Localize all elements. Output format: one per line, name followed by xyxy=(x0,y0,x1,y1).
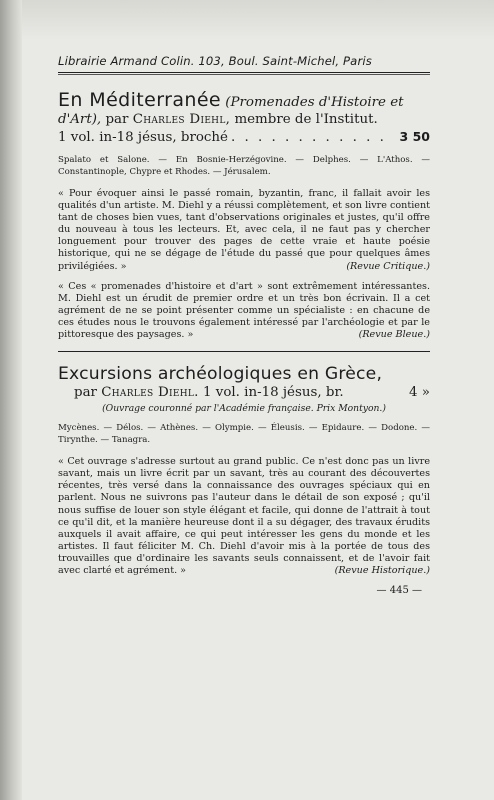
book2-price: 4 » xyxy=(409,385,430,401)
book1-review-2-source: (Revue Bleue.) xyxy=(358,329,430,341)
book1-heading xyxy=(58,89,430,128)
book2-format: 1 vol. in-18 jésus, br. xyxy=(202,385,344,401)
book1-review-2 xyxy=(58,281,430,341)
page-number: — 445 — xyxy=(376,585,422,597)
section-divider xyxy=(58,351,430,352)
scan-shadow-top xyxy=(0,0,494,40)
book2-award: (Ouvrage couronné par l'Académie française. Prix Montyon.) xyxy=(102,403,386,415)
book-entry-excursions xyxy=(58,364,430,577)
book1-leader-dots: . . . . . . . . . . . . xyxy=(230,130,387,145)
book1-review-1-source: (Revue Critique.) xyxy=(346,260,430,272)
book1-format: 1 vol. in-18 jésus, broché xyxy=(58,130,228,145)
book1-review-1 xyxy=(58,188,430,273)
book1-author-suffix: membre de l'Institut. xyxy=(234,112,378,127)
book2-review xyxy=(58,456,430,577)
book2-author-line xyxy=(58,384,430,401)
book1-author-prefix: par xyxy=(105,112,129,127)
scan-binding-edge xyxy=(0,0,22,800)
book1-author: Charles Diehl, xyxy=(132,112,231,127)
book2-review-text: « Cet ouvrage s'adresse surtout au grand public. Ce n'est donc pas un livre savant, mais un livre écrit par un savant, très au courant des découvertes récentes, très versé dans la connaissance des ouvrages spéciaux qui en parlent. Nous ne suivrons pas l'auteur dans le détail de son exposé ; qu'il nous suffise de louer son style élégant et facile, qui donne de l'attrait à tout ce qu'il dit, et la manière heureuse dont il a su dégager, des travaux érudits auxquels il avait affaire, ce qui peut intéresser les gens du monde et les artistes. Il faut féliciter M. Ch. Diehl d'avoir mis à la portée de tous des trouvailles que d'ordinaire les savants seuls connaissent, et de l'avoir fait avec clarté et agrément. » xyxy=(58,456,430,576)
book-entry-en-mediterranee xyxy=(58,89,430,341)
book1-format-price xyxy=(58,128,430,146)
book2-author-format xyxy=(74,384,344,401)
book1-title: En Méditerranée xyxy=(58,89,222,111)
book2-review-source: (Revue Historique.) xyxy=(334,564,430,576)
book2-author-prefix: par xyxy=(74,385,97,401)
publisher-header: Librairie Armand Colin. 103, Boul. Saint-Michel, Paris xyxy=(58,54,372,68)
book1-subtitle: (Promenades d'Histoire et d'Art), xyxy=(58,95,404,127)
book1-contents: Spalato et Salone. — En Bosnie-Herzégovine. — Delphes. — L'Athos. — Constantinople, Chypre et Rhodes. — Jérusalem. xyxy=(58,155,430,177)
book1-price: 3 50 xyxy=(399,129,430,144)
book1-review-2-text: « Ces « promenades d'histoire et d'art » sont extrêmement intéressantes. M. Diehl est un érudit de premier ordre et un très bon écrivain. Il a cet agrément de ne se point présenter comme un spécialiste : en chacune de ces études nous le trouvons également intéressé par l'archéologie et par le pittoresque des paysages. » xyxy=(58,280,430,341)
book2-author: Charles Diehl. xyxy=(101,385,199,401)
book2-contents: Mycènes. — Délos. — Athènes. — Olympie. — Éleusis. — Epidaure. — Dodone. — Tirynthe. — Tanagra. xyxy=(58,423,430,446)
catalog-page xyxy=(58,54,430,596)
book1-review-1-text: « Pour évoquer ainsi le passé romain, byzantin, franc, il fallait avoir les qualités d'un artiste. M. Diehl y a réussi complètement, et son livre contient tant de choses bien vues, tant d'observations originales et justes, qu'il offre du nouveau à tous les lecteurs. Et, avec cela, il ne faut pas y chercher longuement pour trouver des pages de cette vraie et haute poésie historique, qui ne se dégage de l'étude du passé que pour quelques âmes privilégiées. » xyxy=(58,188,430,272)
header-rule xyxy=(58,72,430,75)
book2-title: Excursions archéologiques en Grèce, xyxy=(58,364,383,385)
